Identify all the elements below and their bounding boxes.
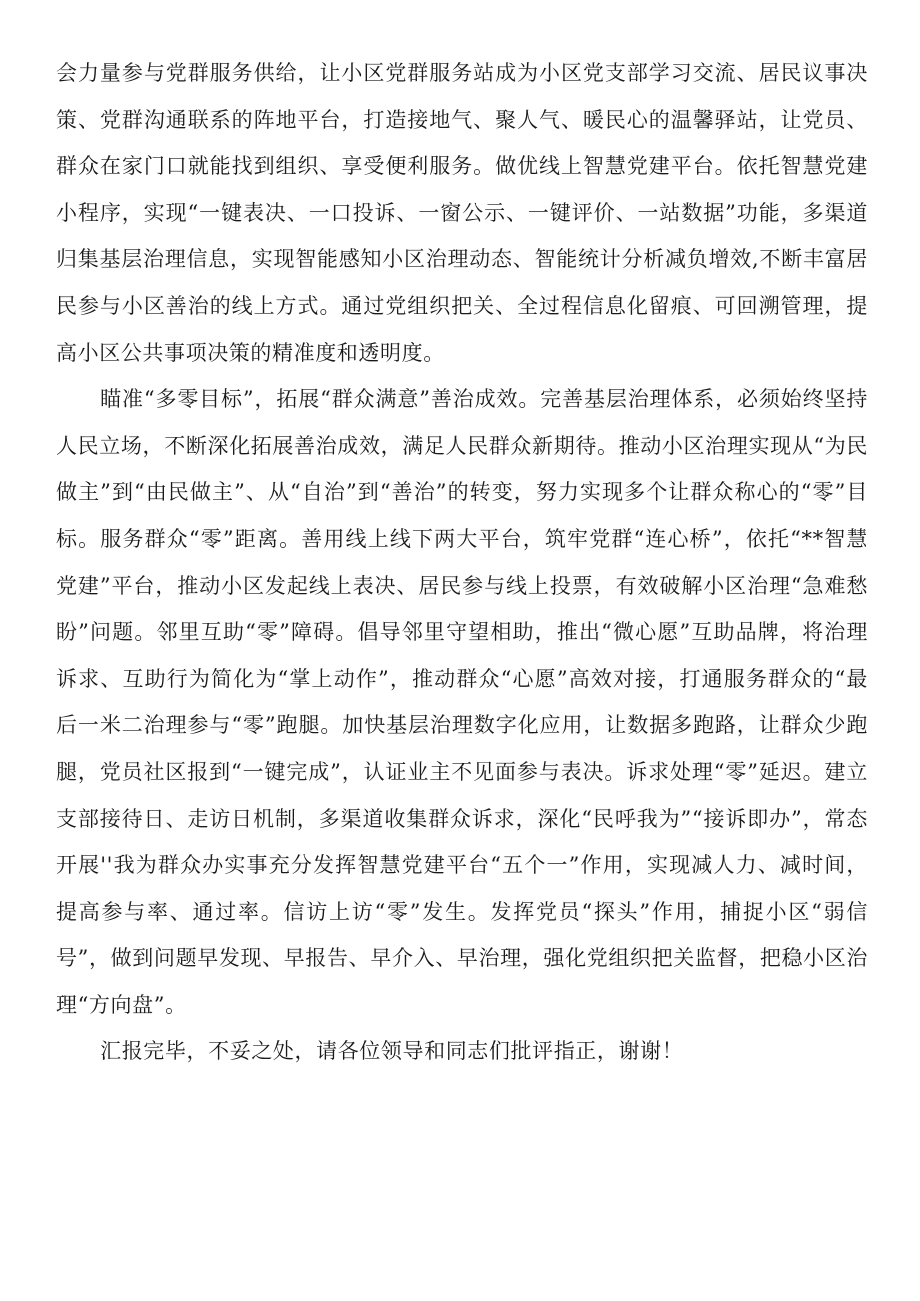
paragraph-zero-goals: 瞄准“多零目标”，拓展“群众满意”善治成效。完善基层治理体系，必须始终坚持人民立场，不断深化拓展善治成效，满足人民群众新期待。推动小区治理实现从“为民做主”到“由民做主”、从“自治”到“善治”的转变，努力实现多个让群众称心的“零”目标。服务群众“零”距离。善用线上线下两大平台，筑牢党群“连心桥”，依托“**智慧党建”平台，推动小区发起线上表决、居民参与线上投票，有效破解小区治理“急难愁盼”问题。邻里互助“零”障碍。倡导邻里守望相助，推出“微心愿”互助品牌，将治理诉求、互助行为简化为“掌上动作”，推动群众“心愿”高效对接，打通服务群众的“最后一米二治理参与“零”跑腿。加快基层治理数字化应用，让数据多跑路，让群众少跑腿，党员社区报到“一键完成”，认证业主不见面参与表决。诉求处理“零”延迟。建立支部接待日、走访日机制，多渠道收集群众诉求，深化“民呼我为”“接诉即办”，常态开展''我为群众办实事充分发挥智慧党建平台“五个一”作用，实现减人力、减时间，提高参与率、通过率。信访上访“零”发生。发挥党员“探头”作用，捕捉小区“弱信号”，做到问题早发现、早报告、早介入、早治理，强化党组织把关监督，把稳小区治理“方向盘”。 [56, 387, 868, 1017]
document-body [56, 50, 868, 1075]
paragraph-closing: 汇报完毕，不妥之处，请各位领导和同志们批评指正，谢谢！ [100, 1039, 684, 1064]
paragraph-continuation: 会力量参与党群服务供给，让小区党群服务站成为小区党支部学习交流、居民议事决策、党群沟通联系的阵地平台，打造接地气、聚人气、暖民心的温馨驿站，让党员、群众在家门口就能找到组织、享受便利服务。做优线上智慧党建平台。依托智慧党建小程序，实现“一键表决、一口投诉、一窗公示、一键评价、一站数据”功能，多渠道归集基层治理信息，实现智能感知小区治理动态、智能统计分析减负增效,不断丰富居民参与小区善治的线上方式。通过党组织把关、全过程信息化留痕、可回溯管理，提高小区公共事项决策的精准度和透明度。 [56, 61, 868, 365]
